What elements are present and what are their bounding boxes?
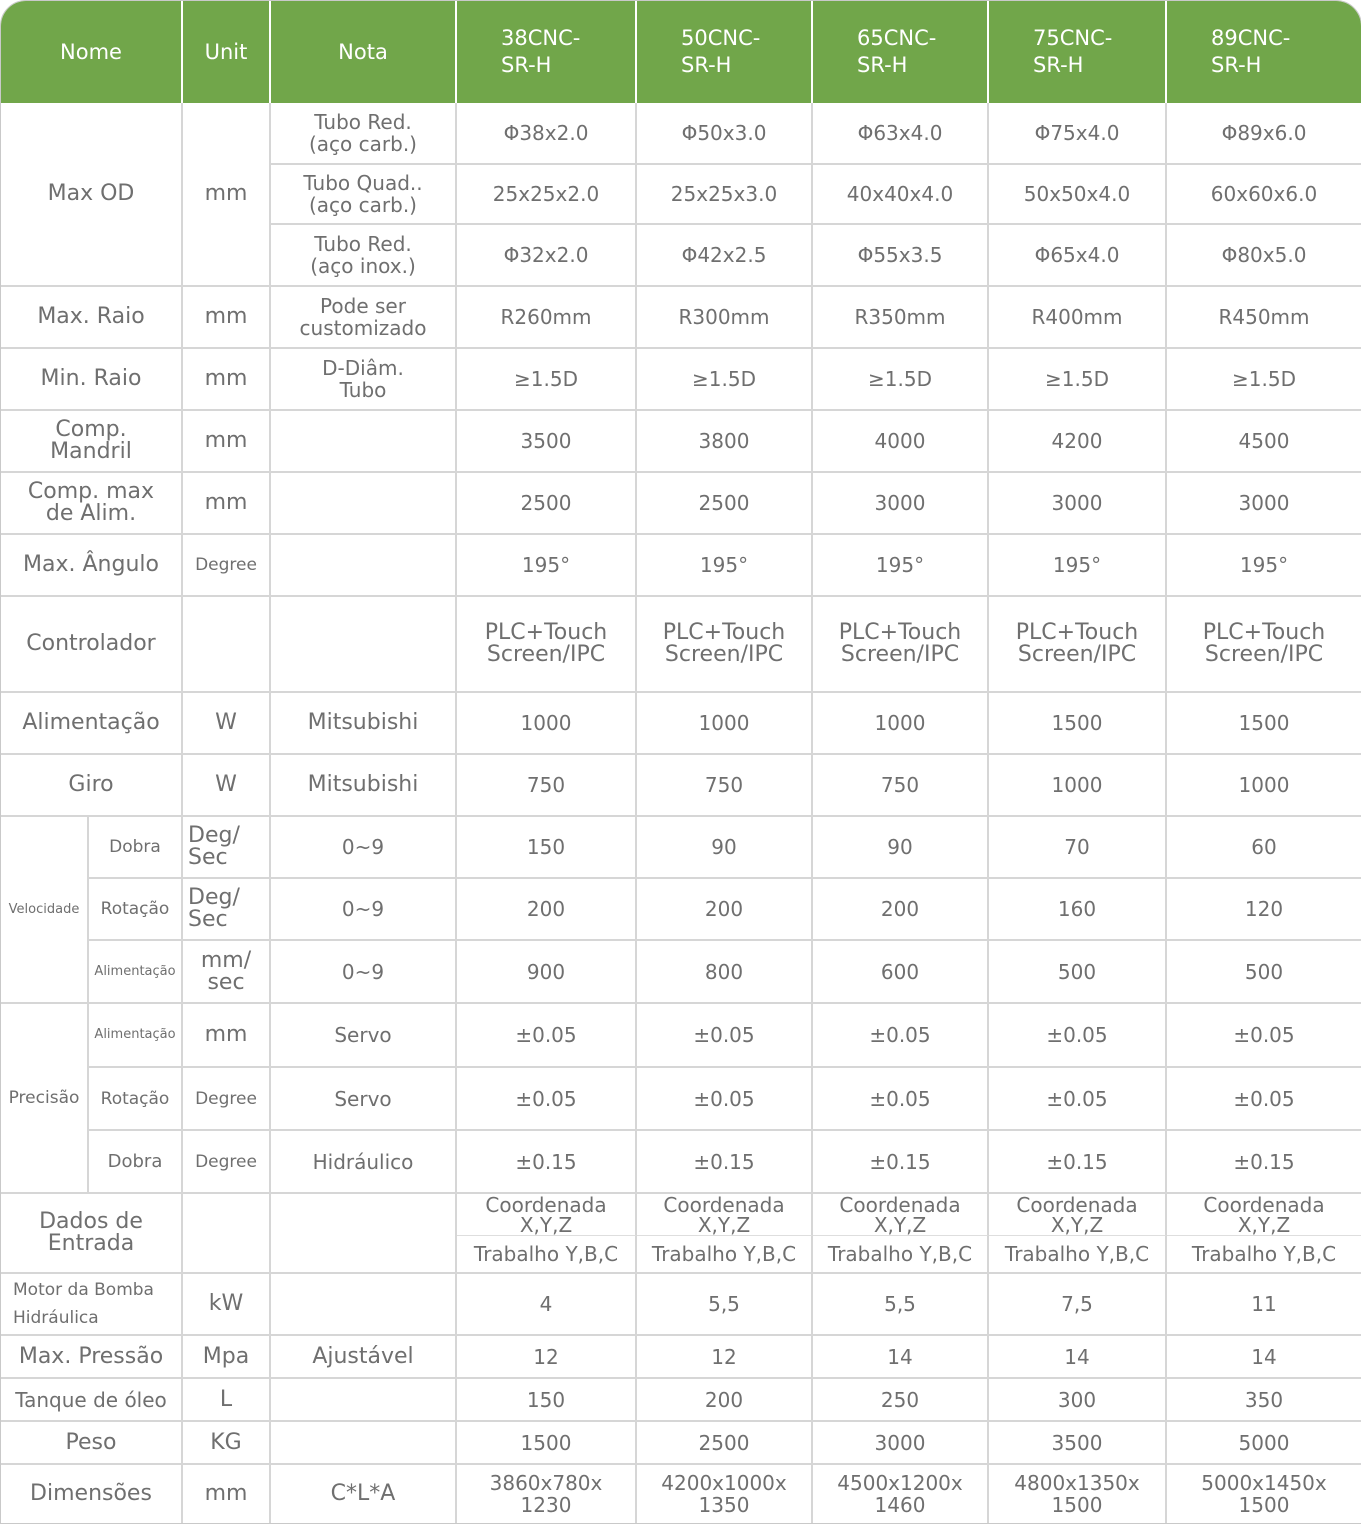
value-cell: 1000 — [457, 693, 637, 755]
table-row — [1, 941, 1361, 1004]
table-row — [1, 1379, 1361, 1422]
note-cell: Hidráulico — [271, 1131, 457, 1194]
table-row — [1, 103, 1361, 165]
value-cell: PLC+Touch Screen/IPC — [637, 597, 813, 693]
header-model-89: 89CNC- SR-H — [1167, 1, 1361, 103]
group-label-velocidade: Velocidade — [1, 817, 89, 1004]
row-unit: L — [183, 1379, 271, 1422]
note-cell — [271, 1194, 457, 1274]
value-cell: 750 — [637, 755, 813, 817]
value-cell: Φ80x5.0 — [1167, 225, 1361, 287]
value-cell: 3000 — [989, 473, 1167, 535]
value-cell: ±0.15 — [457, 1131, 637, 1194]
value-cell: ±0.15 — [1167, 1131, 1361, 1194]
value-cell: 90 — [637, 817, 813, 879]
table-row — [1, 1004, 1361, 1068]
value-cell: Trabalho Y,B,C — [989, 1236, 1167, 1274]
value-cell: 3860x780x 1230 — [457, 1465, 637, 1523]
value-cell: 3500 — [457, 411, 637, 473]
value-cell: 200 — [637, 879, 813, 941]
value-cell: 7,5 — [989, 1274, 1167, 1336]
value-cell: 4 — [457, 1274, 637, 1336]
table-row — [1, 535, 1361, 597]
sub-label: Rotação — [89, 879, 183, 941]
value-cell: 1000 — [813, 693, 989, 755]
value-cell: 250 — [813, 1379, 989, 1422]
value-cell: 60x60x6.0 — [1167, 165, 1361, 225]
table-row — [1, 879, 1361, 941]
note-cell — [271, 1274, 457, 1336]
note-cell: Mitsubishi — [271, 755, 457, 817]
value-cell: R260mm — [457, 287, 637, 349]
value-cell: 4200x1000x 1350 — [637, 1465, 813, 1523]
value-cell: Φ50x3.0 — [637, 103, 813, 165]
value-cell: PLC+Touch Screen/IPC — [457, 597, 637, 693]
row-label-max-pressao: Max. Pressão — [1, 1336, 183, 1379]
sub-label: Alimentação — [89, 941, 183, 1004]
value-cell: ±0.05 — [457, 1004, 637, 1068]
value-cell: ±0.05 — [813, 1004, 989, 1068]
table-row — [1, 1194, 1361, 1236]
value-cell: ±0.05 — [813, 1068, 989, 1131]
value-cell: 195° — [1167, 535, 1361, 597]
value-cell: 14 — [1167, 1336, 1361, 1379]
value-cell: R350mm — [813, 287, 989, 349]
note-cell: Servo — [271, 1004, 457, 1068]
value-cell: 500 — [989, 941, 1167, 1004]
header-unit: Unit — [183, 1, 271, 103]
value-cell: 5,5 — [637, 1274, 813, 1336]
row-label-controlador: Controlador — [1, 597, 183, 693]
sub-label: Dobra — [89, 1131, 183, 1194]
row-label-dados-entrada: Dados de Entrada — [1, 1194, 183, 1274]
table-row — [1, 1465, 1361, 1523]
value-cell: Φ63x4.0 — [813, 103, 989, 165]
header-model-65: 65CNC- SR-H — [813, 1, 989, 103]
row-unit: Degree — [183, 1068, 271, 1131]
row-unit — [183, 597, 271, 693]
value-cell: PLC+Touch Screen/IPC — [989, 597, 1167, 693]
value-cell: 14 — [989, 1336, 1167, 1379]
row-label-motor-bomba: Motor da Bomba Hidráulica — [1, 1274, 183, 1336]
value-cell: 5000x1450x 1500 — [1201, 1471, 1327, 1517]
value-cell: Coordenada X,Y,Z — [637, 1194, 813, 1236]
row-unit: mm/ sec — [183, 941, 271, 1004]
row-unit: Degree — [183, 1131, 271, 1194]
row-unit: mm — [183, 287, 271, 349]
value-cell: ±0.05 — [989, 1004, 1167, 1068]
note-cell — [271, 411, 457, 473]
row-unit — [183, 1194, 271, 1274]
value-cell: 60 — [1167, 817, 1361, 879]
row-unit: mm — [183, 473, 271, 535]
note-cell: D-Diâm. Tubo — [271, 349, 457, 411]
value-cell: ±0.05 — [637, 1004, 813, 1068]
value-cell: 5,5 — [813, 1274, 989, 1336]
value-cell: 150 — [457, 1379, 637, 1422]
value-cell: Φ42x2.5 — [637, 225, 813, 287]
note-cell: 0~9 — [271, 941, 457, 1004]
note-cell — [271, 535, 457, 597]
value-cell: ±0.15 — [989, 1131, 1167, 1194]
value-cell: PLC+Touch Screen/IPC — [813, 597, 989, 693]
row-unit: mm — [183, 1004, 271, 1068]
value-cell: Φ75x4.0 — [989, 103, 1167, 165]
value-cell: Φ55x3.5 — [813, 225, 989, 287]
row-unit: mm — [183, 349, 271, 411]
value-cell: R400mm — [989, 287, 1167, 349]
value-cell: 750 — [813, 755, 989, 817]
table-row — [1, 1131, 1361, 1194]
header-nota: Nota — [271, 1, 457, 103]
value-cell: 900 — [457, 941, 637, 1004]
value-cell: ±0.05 — [457, 1068, 637, 1131]
note-cell: Tubo Red. (aço inox.) — [271, 225, 457, 287]
value-cell: 12 — [637, 1336, 813, 1379]
row-label-max-od: Max OD — [1, 103, 183, 287]
value-cell: ±0.15 — [637, 1131, 813, 1194]
value-cell: 200 — [637, 1379, 813, 1422]
value-cell: 4500 — [1167, 411, 1361, 473]
value-cell: 3000 — [813, 473, 989, 535]
table-row — [1, 349, 1361, 411]
row-unit: Deg/ Sec — [183, 879, 271, 941]
value-cell: Φ89x6.0 — [1167, 103, 1361, 165]
value-cell: Coordenada X,Y,Z — [813, 1194, 989, 1236]
row-label-alimentacao: Alimentação — [1, 693, 183, 755]
sub-label: Rotação — [89, 1068, 183, 1131]
value-cell: R300mm — [637, 287, 813, 349]
value-cell: 5000 — [1167, 1422, 1361, 1465]
value-cell: 600 — [813, 941, 989, 1004]
value-cell: 500 — [1167, 941, 1361, 1004]
value-cell: 350 — [1167, 1379, 1361, 1422]
value-cell: 2500 — [637, 473, 813, 535]
header-row — [1, 1, 1361, 103]
value-cell: 14 — [813, 1336, 989, 1379]
value-cell: 4200 — [989, 411, 1167, 473]
sub-label: Dobra — [89, 817, 183, 879]
value-cell: ≥1.5D — [989, 349, 1167, 411]
sub-label: Alimentação — [89, 1004, 183, 1068]
value-cell: ≥1.5D — [457, 349, 637, 411]
note-cell: Servo — [271, 1068, 457, 1131]
value-cell: 3500 — [989, 1422, 1167, 1465]
row-label-dimensoes: Dimensões — [1, 1465, 183, 1523]
row-label-peso: Peso — [1, 1422, 183, 1465]
value-cell: 2500 — [457, 473, 637, 535]
group-label-precisao: Precisão — [1, 1004, 89, 1194]
note-cell — [271, 473, 457, 535]
note-cell: 0~9 — [271, 879, 457, 941]
value-cell: Coordenada X,Y,Z — [457, 1194, 637, 1236]
row-unit: Mpa — [183, 1336, 271, 1379]
row-unit: mm — [183, 411, 271, 473]
row-unit: Deg/ Sec — [183, 817, 271, 879]
value-cell: 150 — [457, 817, 637, 879]
note-cell: Mitsubishi — [271, 693, 457, 755]
value-cell: 1000 — [989, 755, 1167, 817]
value-cell: 200 — [457, 879, 637, 941]
row-label-max-raio: Max. Raio — [1, 287, 183, 349]
value-cell: 90 — [813, 817, 989, 879]
value-cell: 1500 — [457, 1422, 637, 1465]
value-cell: 300 — [989, 1379, 1167, 1422]
row-label-comp-alim: Comp. max de Alim. — [1, 473, 183, 535]
value-cell: 195° — [989, 535, 1167, 597]
value-cell: 40x40x4.0 — [813, 165, 989, 225]
value-cell: Coordenada X,Y,Z — [989, 1194, 1167, 1236]
note-cell: Tubo Red. (aço carb.) — [271, 103, 457, 165]
value-cell: 195° — [637, 535, 813, 597]
header-model-50: 50CNC- SR-H — [637, 1, 813, 103]
row-unit-max-od: mm — [183, 103, 271, 287]
value-cell: 120 — [1167, 879, 1361, 941]
row-label-tanque: Tanque de óleo — [1, 1379, 183, 1422]
value-cell: 50x50x4.0 — [989, 165, 1167, 225]
table-row — [1, 1274, 1361, 1336]
note-cell — [271, 1379, 457, 1422]
value-cell: ≥1.5D — [813, 349, 989, 411]
note-cell: Ajustável — [271, 1336, 457, 1379]
value-cell: Trabalho Y,B,C — [1167, 1236, 1361, 1274]
value-cell: 195° — [457, 535, 637, 597]
header-model-38: 38CNC- SR-H — [457, 1, 637, 103]
value-cell: Coordenada X,Y,Z — [1167, 1194, 1361, 1236]
value-cell: Trabalho Y,B,C — [637, 1236, 813, 1274]
value-cell: ±0.05 — [637, 1068, 813, 1131]
value-cell: ±0.05 — [1167, 1004, 1361, 1068]
value-cell: 1500 — [989, 693, 1167, 755]
value-cell: 11 — [1167, 1274, 1361, 1336]
table-row — [1, 1336, 1361, 1379]
value-cell: 3000 — [813, 1422, 989, 1465]
note-cell: Pode ser customizado — [271, 287, 457, 349]
value-cell: 2500 — [637, 1422, 813, 1465]
value-cell: 4500x1200x 1460 — [813, 1465, 989, 1523]
value-cell: 3000 — [1167, 473, 1361, 535]
table-row — [1, 817, 1361, 879]
note-cell: C*L*A — [271, 1465, 457, 1523]
value-cell: PLC+Touch Screen/IPC — [1167, 597, 1361, 693]
value-cell: 3800 — [637, 411, 813, 473]
row-unit: W — [183, 693, 271, 755]
note-cell: 0~9 — [271, 817, 457, 879]
value-cell: ≥1.5D — [1167, 349, 1361, 411]
note-cell: Tubo Quad.. (aço carb.) — [271, 165, 457, 225]
table-row — [1, 1422, 1361, 1465]
row-label-comp-mandril: Comp. Mandril — [1, 411, 183, 473]
value-cell: 1500 — [1167, 693, 1361, 755]
note-cell — [271, 1422, 457, 1465]
value-cell: Trabalho Y,B,C — [457, 1236, 637, 1274]
value-cell: ±0.05 — [989, 1068, 1167, 1131]
value-cell: Trabalho Y,B,C — [813, 1236, 989, 1274]
value-cell: 195° — [813, 535, 989, 597]
table-row — [1, 1068, 1361, 1131]
value-cell: Φ32x2.0 — [457, 225, 637, 287]
value-cell: 750 — [457, 755, 637, 817]
value-cell: 12 — [457, 1336, 637, 1379]
table-row — [1, 693, 1361, 755]
value-cell: 200 — [813, 879, 989, 941]
table-row — [1, 473, 1361, 535]
row-unit: mm — [183, 1465, 271, 1523]
header-model-75: 75CNC- SR-H — [989, 1, 1167, 103]
value-cell: 800 — [637, 941, 813, 1004]
value-cell: 4800x1350x 1500 — [989, 1465, 1167, 1523]
value-cell: ±0.05 — [1167, 1068, 1361, 1131]
row-unit: KG — [183, 1422, 271, 1465]
value-cell: 160 — [989, 879, 1167, 941]
header-name: Nome — [1, 1, 183, 103]
table-row — [1, 287, 1361, 349]
row-unit: kW — [183, 1274, 271, 1336]
table-row — [1, 597, 1361, 693]
value-cell: Φ38x2.0 — [457, 103, 637, 165]
value-cell: 1000 — [637, 693, 813, 755]
value-cell: 1000 — [1167, 755, 1361, 817]
value-cell: ≥1.5D — [637, 349, 813, 411]
value-cell: 70 — [989, 817, 1167, 879]
value-cell: 4000 — [813, 411, 989, 473]
row-unit: Degree — [183, 535, 271, 597]
value-cell: Φ65x4.0 — [989, 225, 1167, 287]
table-row — [1, 411, 1361, 473]
row-unit: W — [183, 755, 271, 817]
value-cell: 25x25x3.0 — [637, 165, 813, 225]
note-cell — [271, 597, 457, 693]
row-label-max-angulo: Max. Ângulo — [1, 535, 183, 597]
row-label-min-raio: Min. Raio — [1, 349, 183, 411]
value-cell: 25x25x2.0 — [457, 165, 637, 225]
table-row — [1, 755, 1361, 817]
value-cell: ±0.15 — [813, 1131, 989, 1194]
value-cell: R450mm — [1167, 287, 1361, 349]
row-label-giro: Giro — [1, 755, 183, 817]
